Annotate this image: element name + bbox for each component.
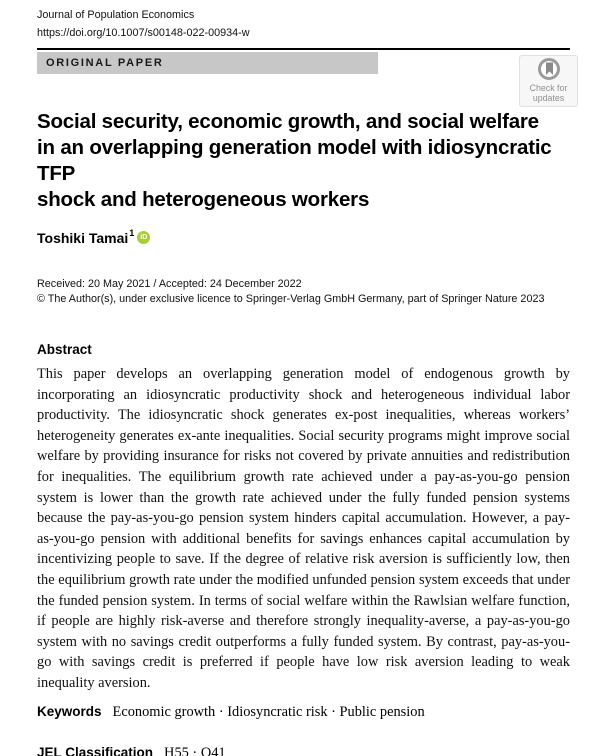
bookmark-in-circle-icon: [536, 57, 562, 83]
jel-label: JEL Classification: [37, 744, 154, 756]
author-line: [37, 230, 570, 246]
doi-link[interactable]: https://doi.org/10.1007/s00148-022-00934-w: [37, 26, 250, 39]
keywords-label: Keywords: [37, 703, 102, 719]
title-line-3: shock and heterogeneous workers: [37, 188, 370, 211]
check-for-updates-badge[interactable]: [519, 55, 578, 107]
article-type-label: ORIGINAL PAPER: [46, 57, 164, 69]
affiliation-superscript: 1: [129, 228, 135, 238]
article-type-band: [37, 52, 378, 74]
keywords-line: [37, 703, 570, 721]
received-accepted-line: Received: 20 May 2021 / Accepted: 24 December 2022: [37, 278, 302, 290]
abstract-text: This paper develops an overlapping generation model of endogenous growth by incorporating an idiosyncratic productivity shock and heterogeneous individual labor productivity. The idiosyncratic shock generates ex-post inequalities, whereas workers’ heterogeneity generates ex-ante inequalities. Social security programs might improve social welfare by providing insurance for risks not covered by private annuities and redistribution for inequalities. The equilibrium growth rate achieved under a pay-as-you-go pension system is lower than the growth rate achieved under the fully funded pension systems because the pay-as-you-go pension system hinders capital accumulation. However, a pay-as-you-go pension with additional benefits for savings enhances capital accumulation by incentivizing people to save. If the degree of relative risk aversion is sufficiently low, then the equilibrium growth rate under the modified unfunded pension system exceeds that under the funded pension system. In terms of social welfare within the Rawlsian welfare function, if people are highly risk-averse and therefore strongly inequality-averse, a pay-as-you-go system with no savings credit outperforms a fully funded system. By contrast, pay-as-you-go with savings credit is preferred if people have low risk aversion leading to weak inequality aversion.: [37, 366, 570, 691]
author-name: Toshiki Tamai: [37, 230, 129, 246]
copyright-line: © The Author(s), under exclusive licence to Springer-Verlag GmbH Germany, part of Springer Nature 2023: [37, 293, 545, 305]
paper-title: [37, 109, 570, 213]
meta-block: [37, 277, 570, 307]
title-line-2: in an overlapping generation model with idiosyncratic TFP: [37, 136, 552, 185]
orcid-icon[interactable]: iD: [137, 231, 150, 244]
jel-value: H55 · O41: [164, 744, 226, 756]
title-line-1: Social security, economic growth, and social welfare: [37, 110, 539, 133]
journal-name: Journal of Population Economics: [37, 9, 195, 21]
abstract-heading: Abstract: [37, 342, 92, 357]
header-rule: [37, 48, 570, 51]
check-for-updates-label: Check for updates: [529, 83, 568, 103]
jel-line: [37, 744, 570, 756]
keywords-value: Economic growth · Idiosyncratic risk · Public pension: [112, 703, 425, 720]
